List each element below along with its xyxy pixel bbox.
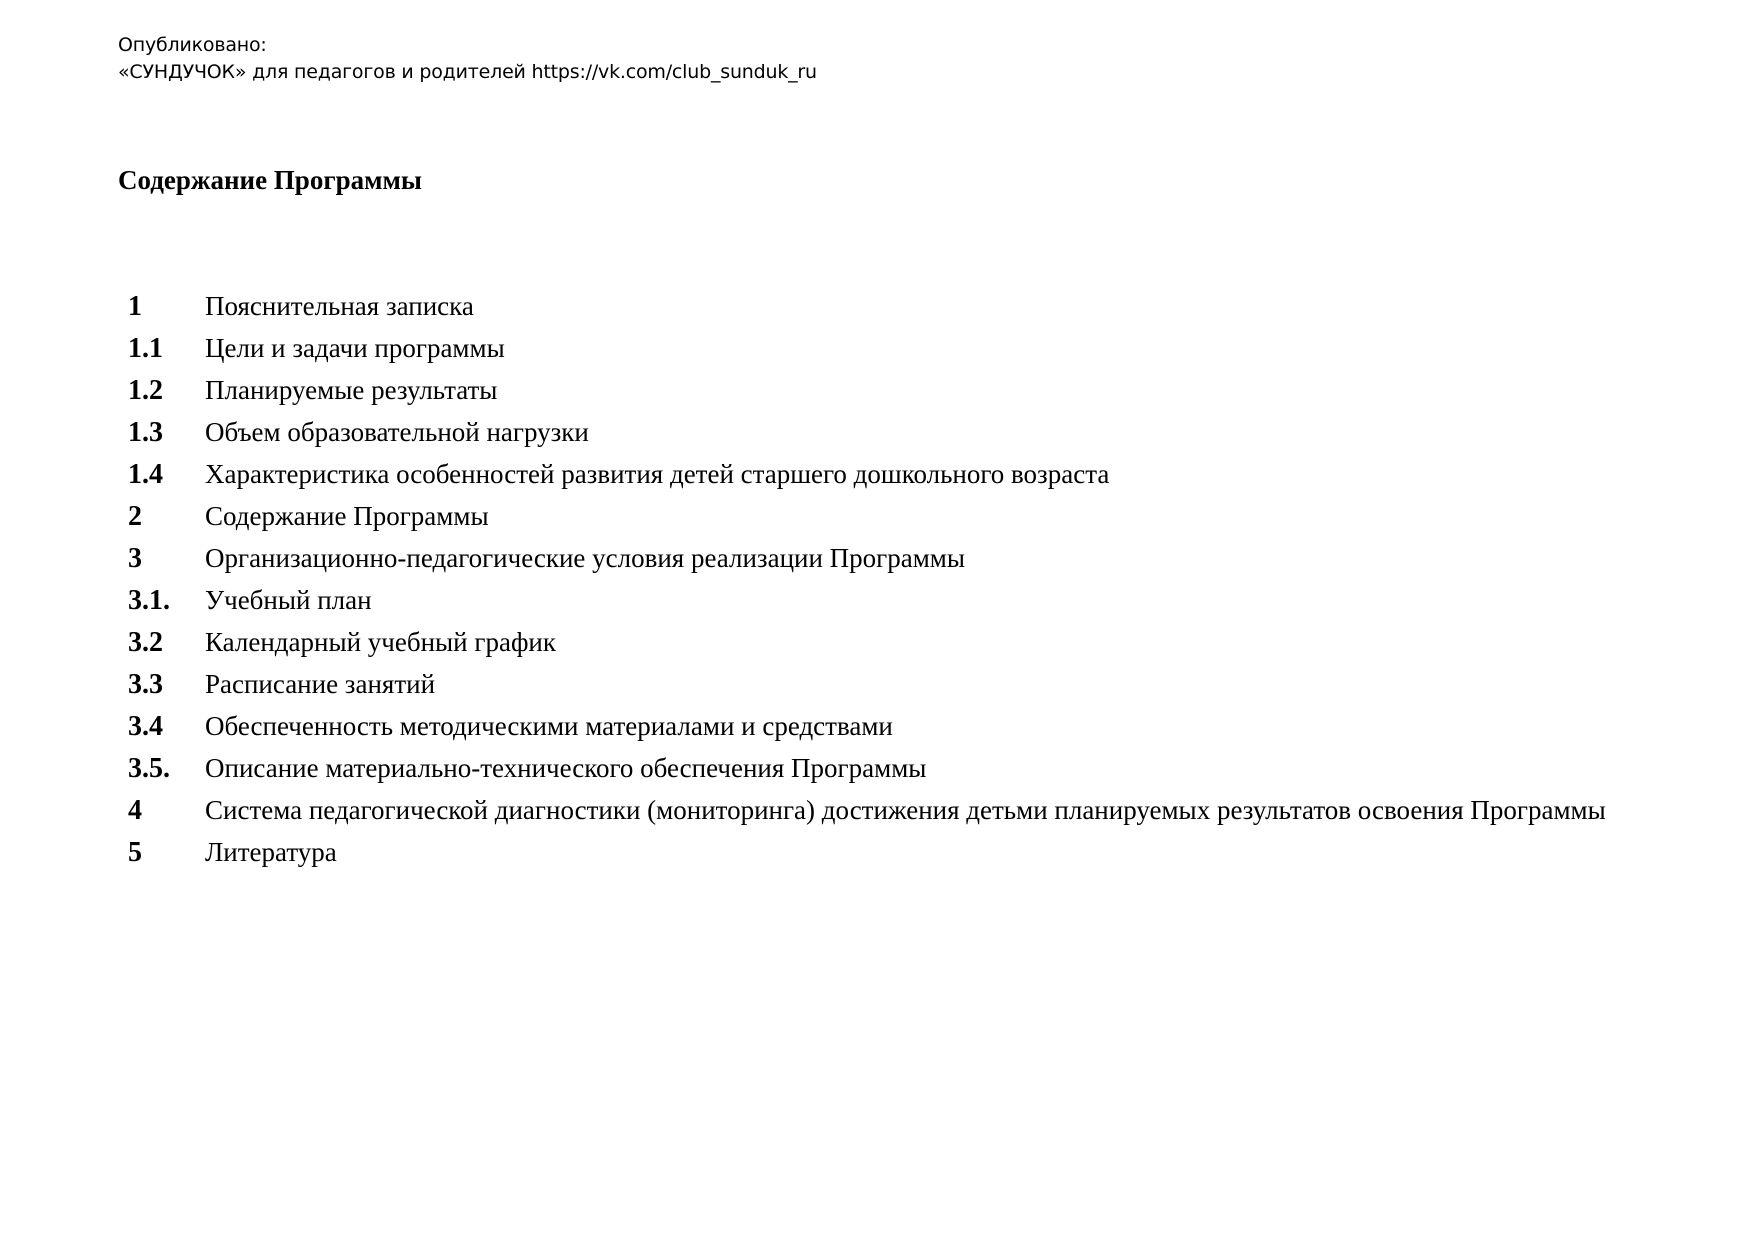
toc-item — [128, 791, 1646, 830]
toc-label: Планируемые результаты — [205, 375, 498, 405]
toc-number: 1.2 — [128, 375, 163, 406]
toc-label: Календарный учебный график — [205, 627, 556, 657]
toc-label: Объем образовательной нагрузки — [205, 417, 589, 447]
published-label: Опубликовано: — [118, 34, 267, 56]
page-title: Содержание Программы — [118, 165, 422, 195]
toc-number: 5 — [128, 837, 142, 868]
toc-item — [128, 623, 1646, 662]
toc-number: 3 — [128, 543, 142, 574]
toc-item — [128, 497, 1646, 536]
toc-number: 1.4 — [128, 459, 163, 490]
toc-item — [128, 455, 1646, 494]
toc-label: Организационно-педагогические условия реализации Программы — [205, 543, 966, 573]
toc-number: 1.3 — [128, 417, 163, 448]
toc-number: 3.3 — [128, 669, 163, 700]
toc-label: Система педагогической диагностики (мониторинга) достижения детьми планируемых результатов освоения Программы — [205, 795, 1606, 825]
toc-item — [128, 371, 1646, 410]
toc-item — [128, 581, 1646, 620]
toc-label: Содержание Программы — [205, 501, 489, 531]
toc-label: Обеспеченность методическими материалами и средствами — [205, 711, 893, 741]
toc-label: Расписание занятий — [205, 669, 436, 699]
toc-item — [128, 749, 1646, 788]
toc-number: 3.1. — [128, 585, 170, 616]
toc-label: Характеристика особенностей развития детей старшего дошкольного возраста — [205, 459, 1110, 489]
toc-item — [128, 329, 1646, 368]
source-line: «СУНДУЧОК» для педагогов и родителей https://vk.com/club_sunduk_ru — [118, 61, 817, 83]
toc-number: 2 — [128, 501, 142, 532]
toc-number: 3.2 — [128, 627, 163, 658]
toc-number: 3.4 — [128, 711, 163, 742]
toc-label: Описание материально-технического обеспечения Программы — [205, 753, 927, 783]
publication-note — [118, 32, 817, 86]
toc-number: 3.5. — [128, 753, 170, 784]
toc-item — [128, 833, 1646, 872]
toc-item — [128, 413, 1646, 452]
toc-number: 4 — [128, 795, 142, 826]
table-of-contents — [128, 287, 1646, 875]
toc-label: Учебный план — [205, 585, 372, 615]
toc-label: Литература — [205, 837, 337, 867]
toc-item — [128, 287, 1646, 326]
toc-label: Пояснительная записка — [205, 291, 474, 321]
toc-item — [128, 539, 1646, 578]
toc-item — [128, 707, 1646, 746]
toc-number: 1 — [128, 291, 142, 322]
toc-item — [128, 665, 1646, 704]
toc-number: 1.1 — [128, 333, 163, 364]
toc-label: Цели и задачи программы — [205, 333, 505, 363]
